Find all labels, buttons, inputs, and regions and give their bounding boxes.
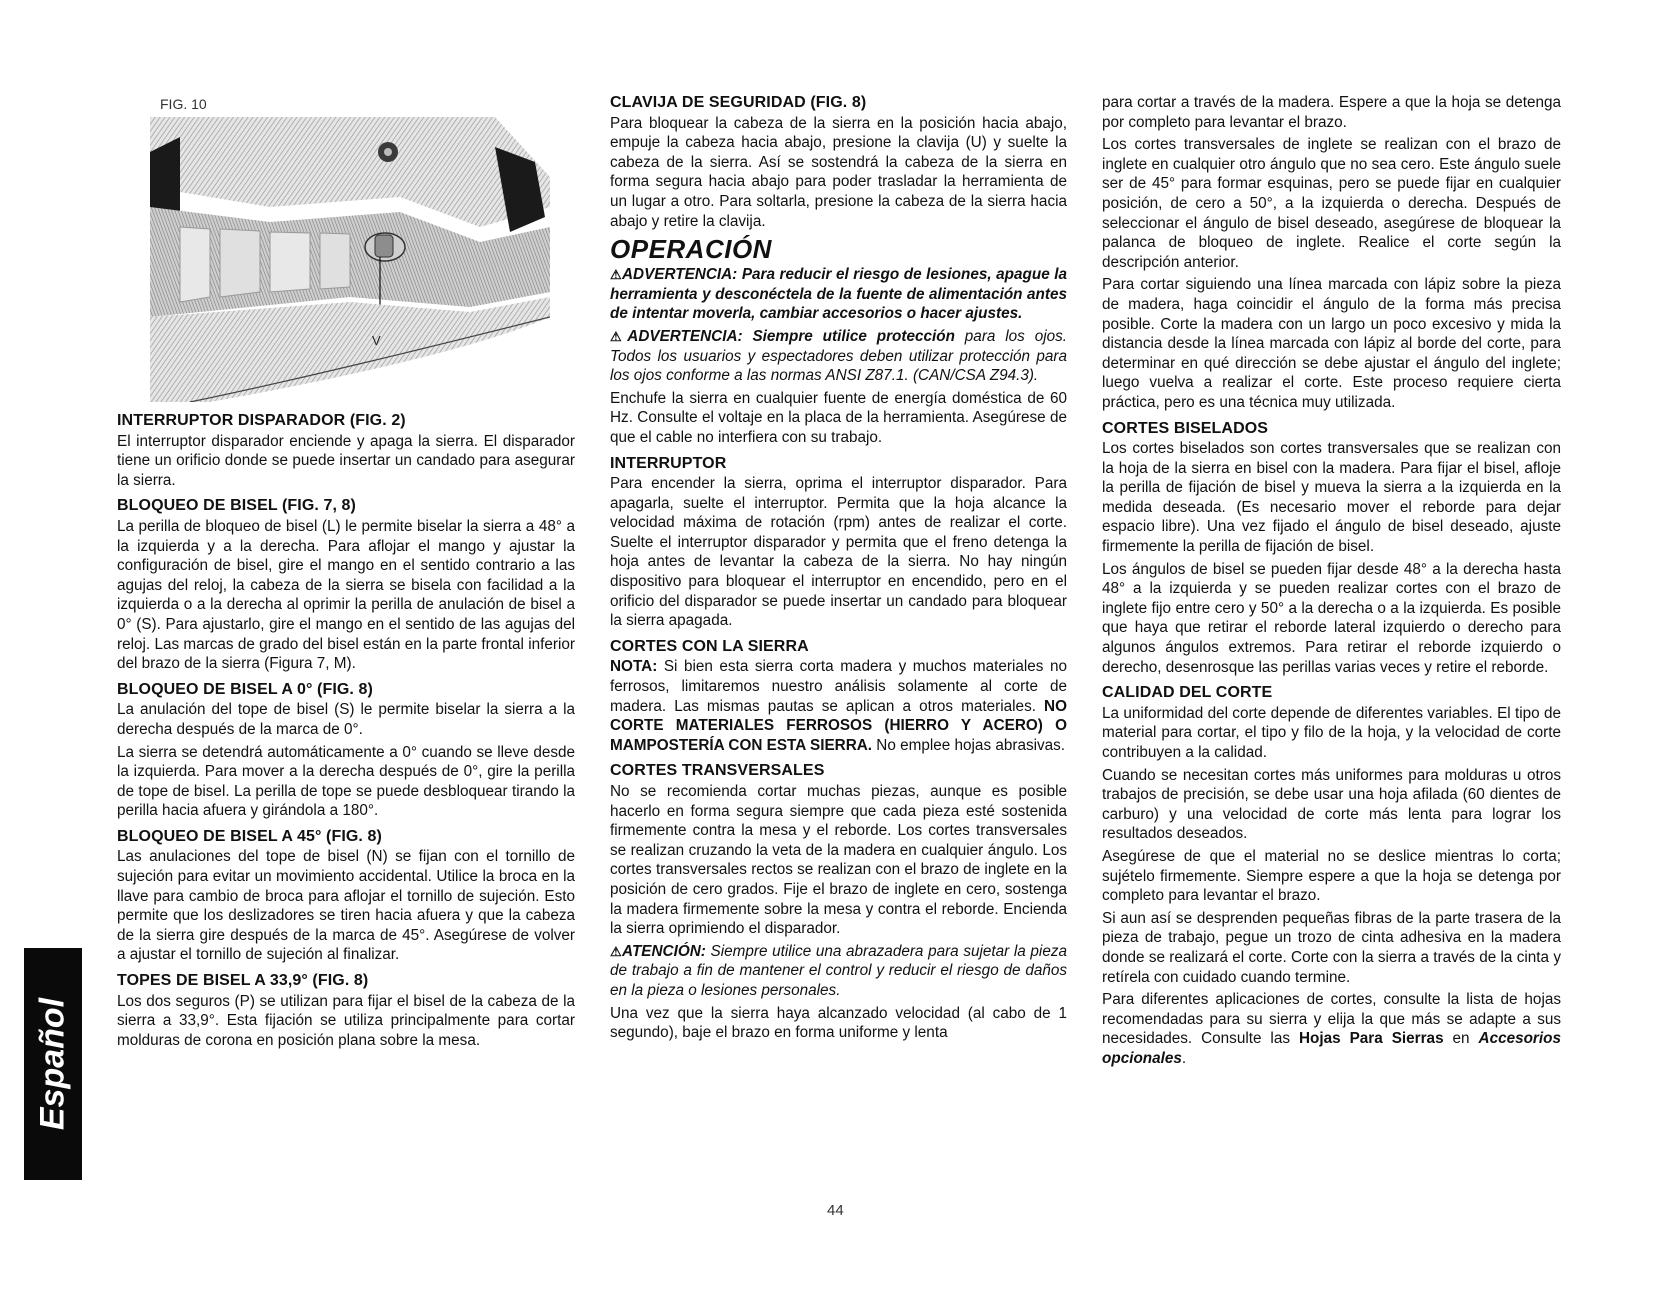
text: en — [1443, 1030, 1479, 1048]
column-2 — [610, 93, 1067, 1046]
heading-interruptor-disparador: INTERRUPTOR DISPARADOR (FIG. 2) — [117, 412, 406, 429]
note-label: NOTA: — [610, 658, 658, 676]
warning-text: ADVERTENCIA: Para reducir el riesgo de lesiones, apague la herramienta y desconéctela de la fuente de alimentación antes de intentar moverla, cambiar accesorios o hacer ajustes. — [610, 266, 1068, 323]
paragraph: Enchufe la sierra en cualquier fuente de energía doméstica de 60 Hz. Consulte el voltaje en la placa de la herramienta. Asegúrese de que el cable no interfiera con su trabajo. — [610, 389, 1067, 446]
heading-calidad-del-corte: CALIDAD DEL CORTE — [1102, 684, 1273, 702]
paragraph: La uniformidad del corte depende de diferentes variables. El tipo de material para cortar, el tipo y filo de la hoja, y la velocidad de corte contribuyen a la calidad. — [1102, 704, 1561, 761]
paragraph: Para bloquear la cabeza de la sierra en la posición hacia abajo, empuje la cabeza hacia abajo, presione la clavija (U) y suelte la cabeza de la sierra. Así se sostendrá la cabeza de la sierra en forma segura hacia abajo para poder trasladar la herramienta de un lugar a otro. Para soltarla, presione la cabeza de la sierra hacia abajo y retire la clavija. — [610, 114, 1067, 230]
paragraph: El interruptor disparador enciende y apaga la sierra. El disparador tiene un orificio donde se puede insertar un candado para asegurar la sierra. — [117, 432, 575, 489]
paragraph: Si aun así se desprenden pequeñas fibras de la parte trasera de la pieza de trabajo, pegue un trozo de cinta adhesiva en la madera donde se realizará el corte. Corte con la sierra a través de la cinta y retírela con cuidado cuando termine. — [1102, 909, 1561, 986]
section-title-operacion: OPERACIÓN — [610, 234, 772, 265]
paragraph: para cortar a través de la madera. Espere a que la hoja se detenga por completo para levantar el brazo. — [1102, 94, 1561, 131]
paragraph: Los cortes biselados son cortes transversales que se realizan con la hoja de la sierra en bisel con la madera. Para fijar el bisel, afloje la perilla de fijación de bisel y mueva la sierra a la izquierda en la medida deseada. (Es necesario mover el reborde para dejar espacio libre). Una vez fijado el ángulo de bisel deseado, ajuste firmemente la perilla de fijación de bisel. — [1102, 440, 1561, 556]
paragraph: Para cortar siguiendo una línea marcada con lápiz sobre la pieza de madera, haga coincidir el ángulo de la forma más precisa posible. Corte la madera con un largo un poco excesivo y mida la distancia desde la línea marcada con lápiz al borde del corte, para determinar en qué dirección se debe ajustar el ángulo del inglete; luego vuelva a realizar el corte. Este proceso requiere cierta práctica, pero es una técnica muy utilizada. — [1102, 276, 1561, 411]
heading-bloqueo-bisel-45: BLOQUEO DE BISEL A 45° (FIG. 8) — [117, 827, 382, 845]
warning-block — [610, 265, 1067, 324]
paragraph: La perilla de bloqueo de bisel (L) le permite biselar la sierra a 48° a la izquierda y a la derecha. Para aflojar el mango y ajustar la configuración de bisel, gire el mango en el sentido contrario a las agujas del reloj, la cabeza de la sierra se bisela con facilidad a la izquierda o a la derecha al oprimir la perilla de anulación de bisel a 0° (S). Para ajustarlo, gire el mango en el sentido de las agujas del reloj. Las marcas de grado del bisel están en la parte frontal inferior del brazo de la sierra (Figura 7, M). — [117, 517, 575, 673]
language-tab — [24, 948, 82, 1180]
paragraph: Las anulaciones del tope de bisel (N) se fijan con el tornillo de sujeción para evitar un movimiento accidental. Utilice la broca en la llave para cambio de broca para aflojar el tornillo de sujeción. Esto permite que los deslizadores se tiren hacia afuera y que la cabeza de la sierra gire después de la marca de 45°. Asegúrese de volver a ajustar el tornillo de sujeción al finalizar. — [117, 848, 575, 964]
note-emphasis: NO CORTE MATERIALES FERROSOS (HIERRO Y ACERO) O MAMPOSTERÍA CON ESTA SIERRA. — [610, 697, 1067, 754]
paragraph: Asegúrese de que el material no se deslice mientras lo corta; sujételo firmemente. Siempre espere a que la hoja se detenga por completo para levantar el brazo. — [1102, 847, 1561, 905]
paragraph: Los cortes transversales de inglete se realizan con el brazo de inglete en cualquier otro ángulo que no sea cero. Este ángulo suele ser de 45° para formar esquinas, pero se puede fijar en cualquier posición, de cero a 50°, a la izquierda o derecha. Después de seleccionar el ángulo de bisel deseado, asegúrese de bloquear la palanca de bloqueo de inglete. Realice el corte según la descripción anterior. — [1102, 136, 1561, 271]
heading-bloqueo-bisel-0: BLOQUEO DE BISEL A 0° (FIG. 8) — [117, 680, 373, 698]
caution-block — [610, 942, 1067, 1001]
text: . — [1181, 1049, 1187, 1067]
paragraph: Los ángulos de bisel se pueden fijar desde 48° a la derecha hasta 48° a la izquierda y se pueden realizar cortes con el brazo de inglete fijo entre cero y 50° a la derecha o a la izquierda. Es posible que haya que retirar el reborde lateral izquierdo o derecho para algunos ángulos extremos. Para retirar el reborde izquierdo o derecho, desenrosque las perillas varias veces y retire el reborde. — [1102, 560, 1561, 676]
note-paragraph — [610, 657, 1067, 755]
caution-lead: ATENCIÓN: — [622, 942, 706, 960]
warning-block — [610, 327, 1067, 386]
caution-text: Siempre utilice una abrazadera para sujetar la pieza de trabajo a fin de mantener el control y reducir el riesgo de daños en la pieza o lesiones personales. — [610, 942, 1067, 999]
language-tab-label: Español — [33, 997, 72, 1131]
page-number: 44 — [827, 1202, 844, 1219]
paragraph: Para encender la sierra, oprima el interruptor disparador. Para apagarla, suelte el interruptor. Permita que la hoja alcance la velocidad máxima de rotación (rpm) antes de realizar el corte. Suelte el interruptor disparador y permita que el freno detenga la hoja antes de levantar la cabeza de la sierra. No hay ningún dispositivo para bloquear el interruptor en encendido, pero en el orificio del disparador se puede insertar un candado para bloquear la sierra apagada. — [610, 475, 1067, 630]
heading-topes-de-bisel: TOPES DE BISEL A 33,9° (FIG. 8) — [117, 972, 369, 990]
figure-callout-v: V — [372, 333, 381, 348]
warning-lead: ADVERTENCIA: Siempre utilice protección — [627, 327, 955, 345]
heading-cortes-biselados: CORTES BISELADOS — [1102, 419, 1269, 437]
paragraph: Una vez que la sierra haya alcanzado velocidad (al cabo de 1 segundo), baje el brazo en forma uniforme y lenta — [610, 1004, 1067, 1042]
warning-icon: ⚠ — [610, 943, 623, 959]
reference-bold: Hojas Para Sierras — [1298, 1030, 1444, 1048]
heading-cortes-con-la-sierra: CORTES CON LA SIERRA — [610, 637, 809, 655]
paragraph: No se recomienda cortar muchas piezas, aunque es posible hacerlo en forma segura siempre que cada pieza esté sostenida firmemente contra la mesa y el reborde. Los cortes transversales se realizan cruzando la veta de la madera en cualquier ángulo. Los cortes transversales rectos se realizan con el brazo de inglete en la posición de cero grados. Fije el brazo de inglete en cero, sostenga la madera firmemente sobre la mesa y contra el reborde. Encienda la sierra oprimiendo el disparador. — [610, 783, 1067, 938]
paragraph: La anulación del tope de bisel (S) le permite biselar la sierra a la derecha después de la marca de 0°. — [117, 701, 575, 738]
paragraph: Los dos seguros (P) se utilizan para fijar el bisel de la cabeza de la sierra a 33,9°. Esta fijación se utiliza principalmente para cortar molduras de corona en posición plana sobre la mesa. — [117, 992, 575, 1049]
reference-italic: Accesorios opcionales — [1102, 1030, 1561, 1067]
heading-cortes-transversales: CORTES TRANSVERSALES — [610, 762, 825, 780]
paragraph-with-reference — [1102, 990, 1561, 1068]
paragraph: Cuando se necesitan cortes más uniformes para molduras u otros trabajos de precisión, se debe usar una hoja afilada (60 dientes de carburo) y una velocidad de corte más lenta para lograr los resultados deseados. — [1102, 766, 1561, 843]
text: Para diferentes aplicaciones de cortes, consulte la lista de hojas recomendadas para su sierra y elija la que más se adapte a sus necesidades. Consulte las — [1102, 991, 1561, 1048]
warning-icon: ⚠ — [610, 267, 622, 283]
heading-bloqueo-de-bisel: BLOQUEO DE BISEL (FIG. 7, 8) — [117, 497, 356, 515]
note-text: Si bien esta sierra corta madera y muchos materiales no ferrosos, limitaremos nuestro análisis solamente al corte de madera. Las mismas pautas se aplican a otros materiales. — [610, 658, 1067, 715]
warning-text: para los ojos. Todos los usuarios y espectadores deben utilizar protección para los ojos conforme a las normas ANSI Z87.1. (CAN/CSA Z94.3). — [610, 327, 1068, 385]
paragraph: La sierra se detendrá automáticamente a 0° cuando se lleve desde la izquierda. Para mover a la derecha después de 0°, gire la perilla de tope de bisel. La perilla de tope se puede desbloquear tirando la perilla hacia afuera y girándola a 180°. — [117, 743, 575, 820]
column-1 — [117, 405, 575, 1053]
heading-interruptor: INTERRUPTOR — [610, 454, 727, 472]
column-3 — [1102, 93, 1561, 1072]
warning-icon: ⚠ — [610, 328, 628, 344]
figure-10-illustration — [150, 117, 550, 402]
figure-label: FIG. 10 — [160, 96, 207, 112]
heading-clavija-de-seguridad: CLAVIJA DE SEGURIDAD (FIG. 8) — [610, 94, 867, 111]
note-tail: No emplee hojas abrasivas. — [872, 736, 1066, 754]
